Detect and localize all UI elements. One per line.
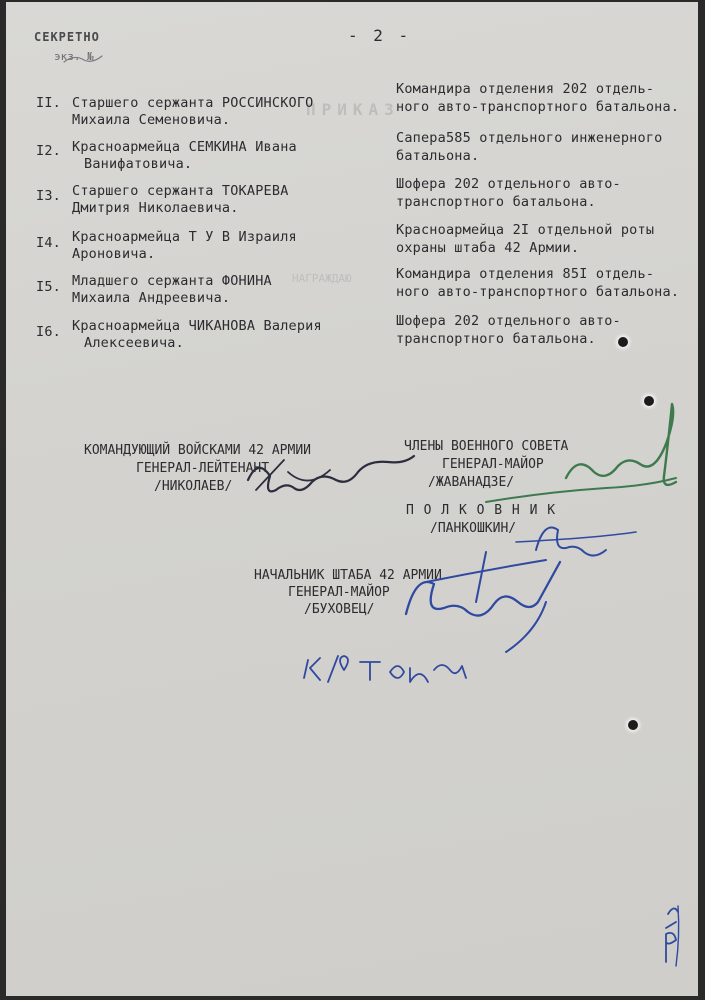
colonel-rank: П О Л К О В Н И К	[406, 503, 557, 518]
entry-unit-line: Командира отделения 85I отдель-	[396, 266, 655, 282]
handwritten-note	[304, 656, 466, 682]
commander-signature	[248, 456, 414, 491]
entry-unit-line: ного авто-транспортного батальона.	[396, 99, 680, 115]
chief-of-staff-title: НАЧАЛЬНИК ШТАБА 42 АРМИИ	[254, 568, 442, 583]
colonel-signature	[536, 528, 606, 556]
entry-name-line: Алексеевича.	[84, 335, 184, 351]
entry-number: I4.	[36, 235, 61, 251]
entry-name-line: Михаила Семеновича.	[72, 112, 231, 128]
document-page	[6, 2, 698, 996]
entry-unit-line: батальона.	[396, 148, 480, 164]
bleed-through-title: ПРИКАЗ	[306, 100, 400, 119]
council-name: /ЖАВАНАДЗЕ/	[428, 475, 515, 490]
entry-unit-line: транспортного батальона.	[396, 331, 596, 347]
council-title: ЧЛЕНЫ ВОЕННОГО СОВЕТА	[404, 439, 569, 454]
entry-name-line: Дмитрия Николаевича.	[72, 200, 239, 216]
entry-unit-line: транспортного батальона.	[396, 194, 596, 210]
entry-unit-line: Красноармейца 2I отдельной роты	[396, 222, 655, 238]
entry-number: II.	[36, 95, 61, 111]
bleed-through-subtitle: НАГРАЖДАЮ	[292, 272, 352, 285]
commander-title: КОМАНДУЮЩИЙ ВОЙСКАМИ 42 АРМИИ	[84, 443, 311, 458]
entry-name-line: Старшего сержанта ТОКАРЕВА	[72, 183, 289, 199]
entry-name-line: Младшего сержанта ФОНИНА	[72, 273, 272, 289]
council-signature	[566, 404, 676, 485]
entry-unit-line: Шофера 202 отдельного авто-	[396, 313, 621, 329]
commander-rank: ГЕНЕРАЛ-ЛЕЙТЕНАНТ	[136, 461, 270, 476]
entry-name-line: Красноармейца Т У В Израиля	[72, 229, 297, 245]
entry-name-line: Старшего сержанта РОССИНСКОГО	[72, 95, 314, 111]
colonel-name: /ПАНКОШКИН/	[430, 521, 517, 536]
entry-name-line: Ванифатовича.	[84, 156, 193, 172]
chief-of-staff-rank: ГЕНЕРАЛ-МАЙОР	[288, 585, 390, 600]
entry-number: I3.	[36, 188, 61, 204]
entry-name-line: Красноармейца СЕМКИНА Ивана	[72, 139, 297, 155]
council-rank: ГЕНЕРАЛ-МАЙОР	[442, 457, 544, 472]
entry-name-line: Ароновича.	[72, 246, 156, 262]
handwritten-signatures	[6, 2, 698, 996]
entry-name-line: Красноармейца ЧИКАНОВА Валерия	[72, 318, 322, 334]
commander-name: /НИКОЛАЕВ/	[154, 479, 233, 494]
entry-unit-line: ного авто-транспортного батальона.	[396, 284, 680, 300]
entry-unit-line: Сапера585 отдельного инженерного	[396, 130, 663, 146]
entry-number: I6.	[36, 324, 61, 340]
chief-of-staff-name: /БУХОВЕЦ/	[304, 602, 375, 617]
entry-unit-line: Командира отделения 202 отдель-	[396, 81, 655, 97]
secret-stamp: СЕКРЕТНО	[34, 30, 100, 44]
copy-number-label: экз. №	[54, 50, 94, 63]
entry-unit-line: Шофера 202 отдельного авто-	[396, 176, 621, 192]
entry-name-line: Михаила Андреевича.	[72, 290, 231, 306]
entry-unit-line: охраны штаба 42 Армии.	[396, 240, 580, 256]
entry-number: I5.	[36, 279, 61, 295]
page-number: - 2 -	[348, 26, 412, 45]
entry-number: I2.	[36, 143, 61, 159]
